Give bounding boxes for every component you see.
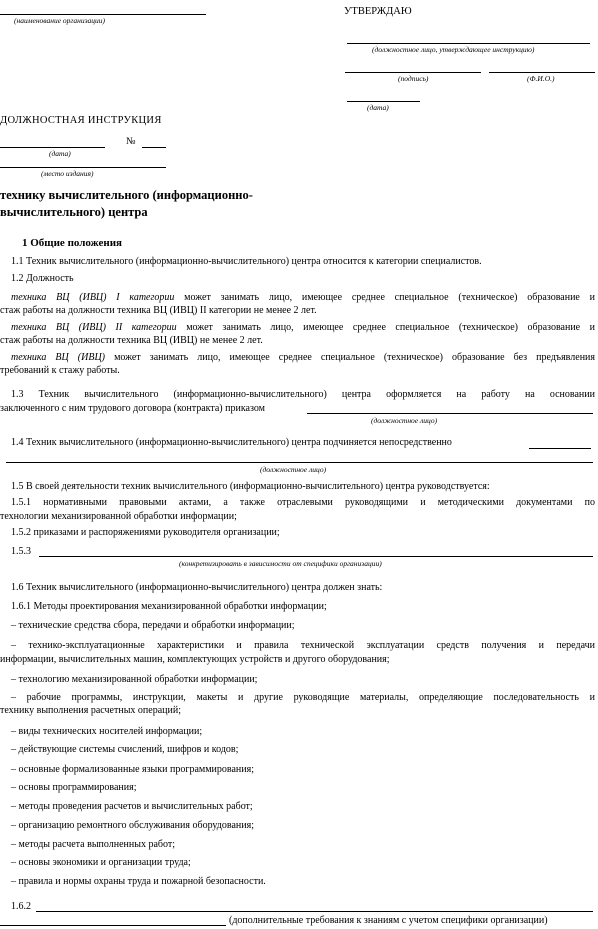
paragraph-1-3-line1: 1.3 Техник вычислительного (информационно-вычислительного) центра оформляется на работу на основании <box>11 389 595 400</box>
knowledge-item: – основы экономики и организации труда; <box>11 857 191 868</box>
category-1-line1 <box>11 292 595 304</box>
approval-label: УТВЕРЖДАЮ <box>344 6 412 17</box>
category-3-text: может занимать лицо, имеющее среднее специальное (техническое) образование без предъявления <box>105 352 596 363</box>
paragraph-1-5-3: 1.5.3 <box>11 546 31 557</box>
paragraph-1-4-blank-short <box>529 448 591 449</box>
knowledge-item-4-line2: технику выполнения расчетных операций; <box>0 705 181 716</box>
fio-line <box>489 72 595 73</box>
knowledge-item: – правила и нормы охраны труда и пожарной безопасности. <box>11 876 266 887</box>
paragraph-1-6: 1.6 Техник вычислительного (информационно-вычислительного) центра должен знать: <box>11 582 383 593</box>
approval-date-caption: (дата) <box>367 103 389 112</box>
knowledge-item: – методы проведения расчетов и вычислительных работ; <box>11 801 253 812</box>
knowledge-item: – методы расчета выполненных работ; <box>11 839 176 850</box>
knowledge-item-2-line2: информации, вычислительных машин, комплектующих устройств и другого оборудования; <box>0 654 390 665</box>
paragraph-1-5: 1.5 В своей деятельности техник вычислительного (информационно-вычислительного) центра руководствуется: <box>11 481 490 492</box>
doc-place-line <box>0 167 166 168</box>
knowledge-item: – основные формализованные языки программирования; <box>11 764 254 775</box>
paragraph-1-6-1: 1.6.1 Методы проектирования механизированной обработки информации; <box>11 601 327 612</box>
document-subject-line2: вычислительного) центра <box>0 205 148 219</box>
category-1-term: техника ВЦ (ИВЦ) I категории <box>11 292 175 303</box>
paragraph-1-5-1-line2: технологии механизированной обработки информации; <box>0 511 237 522</box>
paragraph-1-5-3-blank <box>39 556 593 557</box>
paragraph-1-2: 1.2 Должность <box>11 273 74 284</box>
knowledge-item-4-line1: – рабочие программы, инструкции, макеты и другие руководящие материалы, определяющие последовательность и <box>11 692 595 703</box>
knowledge-item: – организацию ремонтного обслуживания оборудования; <box>11 820 254 831</box>
paragraph-1-4-caption: (должностное лицо) <box>260 465 327 474</box>
paragraph-1-6-2: 1.6.2 <box>11 901 31 912</box>
approver-position-line <box>347 43 590 44</box>
paragraph-1-4-line1: 1.4 Техник вычислительного (информационно-вычислительного) центра подчиняется непосредственно <box>11 437 452 448</box>
paragraph-1-3-blank <box>307 413 593 414</box>
approver-position-caption: (должностное лицо, утверждающее инструкцию) <box>372 45 535 54</box>
org-name-line <box>0 14 206 15</box>
doc-number-sign: № <box>126 136 136 147</box>
knowledge-item: – действующие системы счислений, шифров и кодов; <box>11 744 239 755</box>
fio-caption: (Ф.И.О.) <box>527 74 555 83</box>
knowledge-item-2-line1: – технико-эксплуатационные характеристики и правила технической эксплуатации средств получения и передачи <box>11 640 595 651</box>
paragraph-1-6-2-blank-second <box>0 925 226 926</box>
paragraph-1-1: 1.1 Техник вычислительного (информационно-вычислительного) центра относится к категории специалистов. <box>11 256 482 267</box>
paragraph-1-3-caption: (должностное лицо) <box>371 416 438 425</box>
category-2-term: техника ВЦ (ИВЦ) II категории <box>11 322 177 333</box>
signature-line <box>345 72 481 73</box>
paragraph-1-5-2: 1.5.2 приказами и распоряжениями руководителя организации; <box>11 527 280 538</box>
category-3-term: техника ВЦ (ИВЦ) <box>11 352 106 363</box>
paragraph-1-5-1-line1: 1.5.1 нормативными правовыми актами, а также отраслевыми руководящими и методическими документами по <box>11 497 595 508</box>
category-3-line2: требований к стажу работы. <box>0 365 120 376</box>
approval-date-line <box>347 101 420 102</box>
category-2-line1 <box>11 322 595 334</box>
paragraph-1-3-line2: заключенного с ним трудового договора (контракта) приказом <box>0 403 266 414</box>
paragraph-1-6-2-caption: (дополнительные требования к знаниям с учетом специфики организации) <box>229 915 548 926</box>
category-3-line1 <box>11 352 595 364</box>
knowledge-item: – технологию механизированной обработки информации; <box>11 674 258 685</box>
doc-place-caption: (место издания) <box>41 169 94 178</box>
category-2-line2: стаж работы на должности техника ВЦ (ИВЦ) не менее 2 лет. <box>0 335 263 346</box>
category-1-text: может занимать лицо, имеющее среднее специальное (техническое) образование и <box>174 292 596 303</box>
document-title: ДОЛЖНОСТНАЯ ИНСТРУКЦИЯ <box>0 115 162 126</box>
category-2-text: может занимать лицо, имеющее среднее специальное (техническое) образование и <box>176 322 595 333</box>
signature-caption: (подпись) <box>398 74 429 83</box>
doc-date-line <box>0 147 105 148</box>
section-heading: 1 Общие положения <box>22 237 122 249</box>
document-subject-line1: технику вычислительного (информационно- <box>0 188 253 202</box>
knowledge-item: – технические средства сбора, передачи и обработки информации; <box>11 620 295 631</box>
doc-number-line <box>142 147 166 148</box>
knowledge-item: – основы программирования; <box>11 782 137 793</box>
paragraph-1-5-3-caption: (конкретизировать в зависимости от специфики организации) <box>179 559 382 568</box>
paragraph-1-4-blank-long <box>6 462 593 463</box>
doc-date-caption: (дата) <box>49 149 71 158</box>
paragraph-1-6-2-blank <box>36 911 593 912</box>
org-name-caption: (наименование организации) <box>14 16 106 25</box>
knowledge-item: – виды технических носителей информации; <box>11 726 203 737</box>
category-1-line2: стаж работы на должности техника ВЦ (ИВЦ) II категории не менее 2 лет. <box>0 305 317 316</box>
